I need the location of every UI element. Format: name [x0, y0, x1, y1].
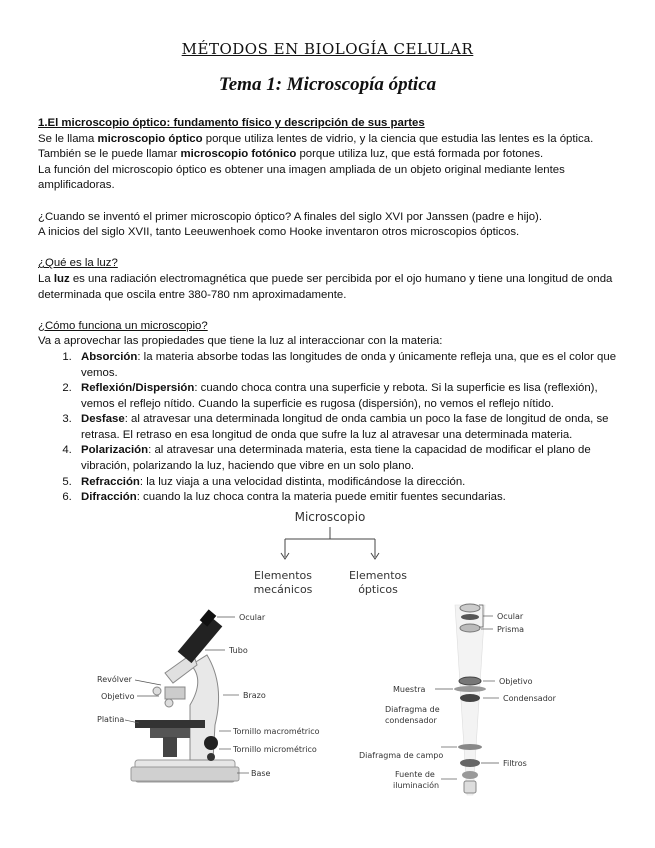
label-diafragma-cond-1: Diafragma de — [385, 705, 440, 714]
label-base: Base — [251, 769, 271, 778]
history-line-2: A inicios del siglo XVII, tanto Leeuwenhoek como Hooke inventaron otros microscopios ópticos. — [38, 226, 520, 239]
topic-title: Tema 1: Microscopía óptica — [218, 74, 437, 95]
how-question: ¿Cómo funciona un microscopio? — [38, 319, 208, 332]
label-ocular-opt: Ocular — [497, 612, 524, 621]
how-intro: Va a aprovechar las propiedades que tiene la luz al interaccionar con la materia: — [38, 335, 443, 348]
document-body — [38, 116, 618, 506]
label-fuente-2: iluminación — [393, 781, 440, 790]
list-item: 3. Desfase: al atravesar una determinada longitud de onda cambia un poco la fase de longitud de onda, se retrasa. El retraso en esa longitud de onda que sufre la luz al atravesar una determinada materia. — [75, 412, 618, 443]
figure-root-label: Microscopio — [294, 510, 366, 524]
list-item: 4. Polarización: al atravesar una determinada materia, esta tiene la capacidad de modificar el plano de vibración, polarizando la luz, haciendo que vibre en un solo plano. — [75, 443, 618, 474]
label-tubo: Tubo — [229, 646, 248, 655]
branch-opt-label-1: Elementos — [348, 569, 408, 582]
label-condensador: Condensador — [503, 694, 556, 703]
label-ocular-mech: Ocular — [239, 613, 266, 622]
label-muestra: Muestra — [393, 685, 426, 694]
label-diafragma-cond-2: condensador — [385, 716, 437, 725]
label-revolver: Revólver — [97, 675, 132, 684]
list-item: 6. Difracción: cuando la luz choca contra la materia puede emitir fuentes secundarias. — [75, 490, 618, 506]
paragraph-photonic: También se le puede llamar microscopio fotónico porque utiliza luz, que está formada por fotones. — [38, 148, 544, 161]
label-prisma: Prisma — [497, 625, 525, 634]
light-question: ¿Qué es la luz? — [38, 257, 118, 270]
microscope-figure — [95, 505, 565, 805]
section-heading: 1.El microscopio óptico: fundamento físico y descripción de sus partes — [38, 117, 425, 129]
label-macro: Tornillo macrométrico — [233, 727, 320, 736]
branch-mech-label-2: mecánicos — [253, 583, 313, 596]
label-filtros: Filtros — [503, 759, 527, 768]
branch-opt-label-2: ópticos — [358, 583, 398, 596]
list-item: 1. Absorción: la materia absorbe todas las longitudes de onda y únicamente refleja una, que es el color que vemos. — [75, 350, 618, 381]
paragraph-optical: Se le llama microscopio óptico porque utiliza lentes de vidrio, y la ciencia que estudia las lentes es la óptica. — [38, 132, 594, 145]
light-definition: La luz es una radiación electromagnética que puede ser percibida por el ojo humano y tiene una longitud de onda determinada que oscila entre 380-780 nm aproximadamente. — [38, 272, 613, 301]
label-platina: Platina — [97, 715, 125, 724]
optical-path-illustration — [454, 604, 486, 795]
course-title: MÉTODOS EN BIOLOGÍA CELULAR — [181, 40, 474, 58]
label-brazo: Brazo — [243, 691, 266, 700]
label-fuente-1: Fuente de — [395, 770, 435, 779]
label-diafragma-campo: Diafragma de campo — [359, 751, 444, 760]
branch-mech-label-1: Elementos — [253, 569, 313, 582]
label-objetivo-opt: Objetivo — [499, 677, 533, 686]
properties-list — [38, 350, 618, 506]
label-objetivo-mech: Objetivo — [101, 692, 135, 701]
list-item: 2. Reflexión/Dispersión: cuando choca contra una superficie y rebota. Si la superficie es lisa (reflexión), vemos el reflejo nítido. Cuando la superficie es rugosa (dispersión), no vemos el reflejo nítido. — [75, 381, 618, 412]
paragraph-function: La función del microscopio óptico es obtener una imagen ampliada de un objeto original mediante lentes amplificadoras. — [38, 163, 565, 192]
list-item: 5. Refracción: la luz viaja a una velocidad distinta, modificándose la dirección. — [75, 475, 618, 491]
label-micro: Tornillo micrométrico — [233, 745, 317, 754]
history-line-1: ¿Cuando se inventó el primer microscopio óptico? A finales del siglo XVI por Janssen (padre e hijo). — [38, 210, 542, 223]
